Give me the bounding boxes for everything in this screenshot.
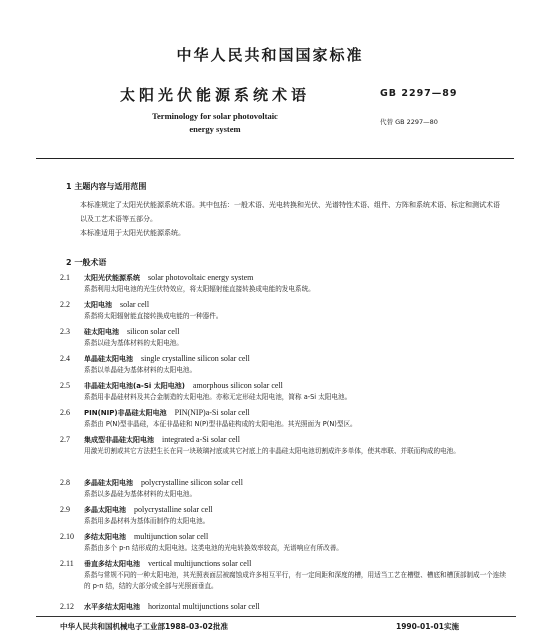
english-title-line2: energy system xyxy=(189,124,241,134)
footer-divider xyxy=(36,616,516,617)
term-definition: 系指与常规不同的一种太阳电池，其光照表面层被腐蚀成许多相互平行，有一定间距和深度的槽，用适当工艺在槽壁、槽底和槽顶部制成一个连续的 p-n 结，结的大部分或全部与光照面垂直。 xyxy=(84,571,506,590)
term-english: solar cell xyxy=(120,300,150,309)
term-chinese: 硅太阳电池 xyxy=(84,328,119,336)
term-entry xyxy=(60,477,510,500)
term-english: polycrystalline silicon solar cell xyxy=(141,478,243,487)
replaces-note: 代替 GB 2297—80 xyxy=(380,118,438,126)
section2-heading: 2 一般术语 xyxy=(66,258,107,267)
term-definition: 系指用非晶硅材料及其合金制造的太阳电池。亦称无定形硅太阳电池，简称 a-Si 太阳电池。 xyxy=(84,393,352,401)
standard-number: GB 2297—89 xyxy=(380,88,458,99)
term-number: 2.1 xyxy=(60,273,70,282)
term-number: 2.2 xyxy=(60,300,70,309)
section1-paragraph: 本标准适用于太阳光伏能源系统。 xyxy=(80,229,185,237)
term-english: multijunction solar cell xyxy=(134,532,209,541)
section1-body xyxy=(66,198,506,240)
term-number: 2.3 xyxy=(60,327,70,336)
english-title xyxy=(0,110,430,136)
term-english: solar photovoltaic energy system xyxy=(148,273,254,282)
approval-note: 中华人民共和国机械电子工业部1988-03-02批准 xyxy=(60,622,228,631)
term-chinese: 多晶太阳电池 xyxy=(84,506,126,514)
term-number: 2.6 xyxy=(60,408,70,417)
term-entry xyxy=(60,601,510,613)
term-chinese: 非晶硅太阳电池(a-Si 太阳电池) xyxy=(84,382,185,390)
term-entry xyxy=(60,353,510,376)
term-english: polycrystalline solar cell xyxy=(134,505,213,514)
term-entry xyxy=(60,531,510,554)
document-title: 太阳光伏能源系统术语 xyxy=(119,86,310,104)
english-title-line1: Terminology for solar photovoltaic xyxy=(152,111,278,121)
term-definition: 系指以硅为基体材料的太阳电池。 xyxy=(84,339,183,347)
term-english: integrated a-Si solar cell xyxy=(162,435,240,444)
term-entry xyxy=(60,326,510,349)
term-english: horizontal multijunctions solar cell xyxy=(148,602,260,611)
header-divider xyxy=(36,158,514,159)
term-number: 2.10 xyxy=(60,532,74,541)
term-definition: 系指将太阳辐射能直接转换成电能的一种器件。 xyxy=(84,312,223,320)
term-number: 2.4 xyxy=(60,354,70,363)
term-definition: 系指由多个 p-n 结形成的太阳电池。这类电池的光电转换效率较高，光谱响应有所改善。 xyxy=(84,544,343,552)
term-chinese: 单晶硅太阳电池 xyxy=(84,355,133,363)
national-standard-heading: 中华人民共和国国家标准 xyxy=(176,46,364,64)
term-number: 2.12 xyxy=(60,602,74,611)
term-entry xyxy=(60,504,510,527)
term-entry xyxy=(60,299,510,322)
term-chinese: 太阳电池 xyxy=(84,301,112,309)
term-english: single crystalline silicon solar cell xyxy=(141,354,250,363)
term-entry xyxy=(60,434,510,457)
term-chinese: PIN(NIP)非晶硅太阳电池 xyxy=(84,409,167,417)
term-english: silicon solar cell xyxy=(127,327,180,336)
term-entry xyxy=(60,407,510,430)
term-chinese: 集成型非晶硅太阳电池 xyxy=(84,436,154,444)
term-definition: 系指利用太阳电池的光生伏特效应，将太阳辐射能直接转换成电能的发电系统。 xyxy=(84,285,315,293)
term-number: 2.11 xyxy=(60,559,74,568)
term-definition: 系指以多晶硅为基体材料的太阳电池。 xyxy=(84,490,197,498)
term-chinese: 太阳光伏能源系统 xyxy=(84,274,140,282)
term-entry xyxy=(60,558,510,592)
term-number: 2.7 xyxy=(60,435,70,444)
term-entry xyxy=(60,380,510,403)
term-definition: 用激光切割或其它方法把生长在同一块玻璃衬底或其它衬底上的非晶硅太阳电池切割成许多单体，使其串联、并联而构成的电池。 xyxy=(84,447,460,455)
term-chinese: 多晶硅太阳电池 xyxy=(84,479,133,487)
term-definition: 系指用多晶材料为基体而制作的太阳电池。 xyxy=(84,517,210,525)
term-entry xyxy=(60,272,510,295)
term-chinese: 水平多结太阳电池 xyxy=(84,603,140,611)
section1-paragraph: 本标准规定了太阳光伏能源系统术语。其中包括：一般术语、光电转换和光伏、光谱特性术语、组件、方阵和系统术语、标定和测试术语以及工艺术语等五部分。 xyxy=(80,201,500,223)
term-english: vertical multijunctions solar cell xyxy=(148,559,252,568)
term-number: 2.8 xyxy=(60,478,70,487)
term-chinese: 垂直多结太阳电池 xyxy=(84,560,140,568)
term-chinese: 多结太阳电池 xyxy=(84,533,126,541)
term-definition: 系指由 P(N)型非晶硅，本征非晶硅和 N(P)型非晶硅构成的太阳电池。其光照面为 P(N)型区。 xyxy=(84,420,357,428)
effective-date: 1990-01-01实施 xyxy=(396,622,459,631)
section1-heading: 1 主题内容与适用范围 xyxy=(66,182,147,191)
term-number: 2.5 xyxy=(60,381,70,390)
term-number: 2.9 xyxy=(60,505,70,514)
term-english: amorphous silicon solar cell xyxy=(192,381,283,390)
term-english: PIN(NIP)a-Si solar cell xyxy=(174,408,250,417)
term-definition: 系指以单晶硅为基体材料的太阳电池。 xyxy=(84,366,197,374)
